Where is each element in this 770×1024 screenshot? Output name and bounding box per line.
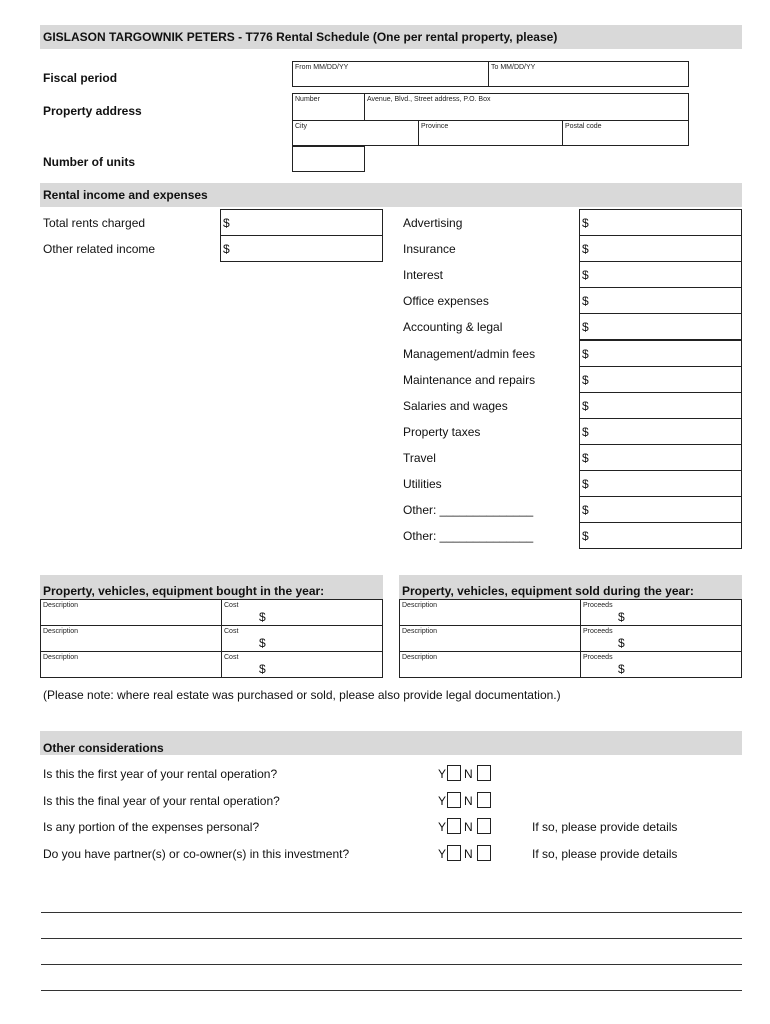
expense-amount-field[interactable] [579, 366, 742, 393]
expense-amount-field[interactable] [579, 261, 742, 288]
fiscal-period-field[interactable] [292, 61, 689, 87]
expense-amount-field[interactable] [579, 340, 742, 367]
expense-label: Insurance [403, 242, 456, 257]
currency-symbol: $ [582, 242, 589, 257]
expense-amount-field[interactable] [579, 209, 742, 236]
question-text: Is any portion of the expenses personal? [43, 820, 260, 834]
currency-symbol: $ [618, 610, 625, 624]
row-divider [221, 600, 222, 625]
expense-amount-field[interactable] [579, 418, 742, 445]
units-label: Number of units [43, 155, 135, 169]
yes-label: Y [438, 846, 447, 861]
question-text: Do you have partner(s) or co-owner(s) in this investment? [43, 846, 350, 861]
expense-amount-field[interactable] [579, 392, 742, 419]
description-hint: Description [43, 654, 79, 661]
expense-amount-field[interactable] [579, 470, 742, 497]
expense-label: Utilities [403, 477, 442, 491]
details-prompt: If so, please provide details [532, 820, 678, 834]
no-checkbox[interactable] [477, 845, 491, 861]
expense-amount-field[interactable] [579, 522, 742, 549]
details-prompt: If so, please provide details [532, 846, 678, 861]
sold-section-title: Property, vehicles, equipment sold during the year: [402, 584, 694, 598]
expense-label: Office expenses [403, 294, 489, 309]
number-hint: Number [295, 96, 320, 103]
yes-checkbox[interactable] [447, 818, 461, 834]
question-text: Is this the final year of your rental operation? [43, 793, 280, 808]
currency-symbol: $ [582, 503, 589, 518]
proceeds-hint: Proceeds [583, 628, 613, 635]
expense-label: Maintenance and repairs [403, 372, 536, 387]
no-checkbox[interactable] [477, 765, 491, 781]
cost-hint: Cost [224, 602, 239, 609]
postal-code-hint: Postal code [565, 123, 602, 130]
sold-row[interactable] [399, 651, 742, 678]
bought-band [40, 575, 383, 599]
street-hint: Avenue, Blvd., Street address, P.O. Box [367, 96, 491, 103]
proceeds-hint: Proceeds [583, 602, 613, 609]
form-title: GISLASON TARGOWNIK PETERS - T776 Rental Schedule (One per rental property, please) [43, 30, 558, 44]
expense-amount-field[interactable] [579, 496, 742, 523]
description-hint: Description [402, 628, 438, 635]
expense-label: Accounting & legal [403, 320, 503, 335]
from-date-hint: From MM/DD/YY [295, 64, 349, 71]
currency-symbol: $ [223, 216, 230, 230]
currency-symbol: $ [618, 636, 625, 650]
city-divider [418, 120, 419, 145]
expense-label: Advertising [403, 216, 463, 230]
income-label: Other related income [43, 242, 156, 256]
expense-label: Other: ______________ [403, 529, 534, 544]
yes-label: Y [438, 820, 447, 834]
currency-symbol: $ [582, 346, 589, 361]
bought-row[interactable] [40, 599, 383, 626]
currency-symbol: $ [618, 662, 625, 676]
yes-label: Y [438, 767, 447, 781]
no-label: N [464, 793, 473, 808]
title-band [40, 25, 742, 49]
income-section-title: Rental income and expenses [43, 188, 208, 202]
expense-label: Property taxes [403, 424, 481, 439]
bought-row[interactable] [40, 625, 383, 652]
expense-label: Management/admin fees [403, 346, 536, 361]
province-hint: Province [421, 123, 449, 130]
currency-symbol: $ [582, 294, 589, 309]
currency-symbol: $ [582, 268, 589, 283]
expense-label: Travel [403, 450, 436, 465]
province-divider [562, 120, 563, 145]
yes-label: Y [438, 793, 447, 808]
property-address-field[interactable] [292, 93, 689, 146]
row-divider [580, 626, 581, 651]
description-hint: Description [402, 654, 438, 661]
bought-section-title: Property, vehicles, equipment bought in the year: [43, 584, 325, 598]
writing-line[interactable] [41, 964, 742, 965]
row-divider [580, 652, 581, 677]
expense-label: Other: ______________ [403, 503, 534, 518]
expense-amount-field[interactable] [579, 287, 742, 314]
writing-line[interactable] [41, 938, 742, 939]
fiscal-divider [488, 62, 489, 86]
number-divider [364, 94, 365, 120]
currency-symbol: $ [582, 398, 589, 413]
expense-label: Salaries and wages [403, 398, 508, 413]
sold-band [399, 575, 742, 599]
currency-symbol: $ [582, 477, 589, 491]
question-text: Is this the first year of your rental operation? [43, 767, 278, 781]
income-amount-field[interactable] [220, 235, 383, 262]
no-checkbox[interactable] [477, 792, 491, 808]
sold-row[interactable] [399, 625, 742, 652]
currency-symbol: $ [582, 320, 589, 335]
no-label: N [464, 846, 473, 861]
yes-checkbox[interactable] [447, 845, 461, 861]
no-label: N [464, 767, 473, 781]
currency-symbol: $ [582, 450, 589, 465]
row-divider [221, 626, 222, 651]
no-label: N [464, 820, 473, 834]
writing-line[interactable] [41, 912, 742, 913]
description-hint: Description [43, 628, 79, 635]
city-hint: City [295, 123, 308, 130]
currency-symbol: $ [259, 662, 266, 676]
currency-symbol: $ [582, 424, 589, 439]
yes-checkbox[interactable] [447, 792, 461, 808]
row-divider [221, 652, 222, 677]
other-band [40, 731, 742, 755]
currency-symbol: $ [259, 610, 266, 624]
cost-hint: Cost [224, 628, 239, 635]
currency-symbol: $ [223, 242, 230, 256]
property-address-label: Property address [43, 104, 142, 118]
description-hint: Description [402, 602, 438, 609]
row-divider [580, 600, 581, 625]
income-label: Total rents charged [43, 216, 146, 230]
to-date-hint: To MM/DD/YY [491, 64, 536, 71]
income-band [40, 183, 742, 207]
documentation-note: (Please note: where real estate was purchased or sold, please also provide legal documentation.) [43, 688, 561, 702]
expense-amount-field[interactable] [579, 313, 742, 340]
bought-row[interactable] [40, 651, 383, 678]
yes-checkbox[interactable] [447, 765, 461, 781]
address-row-divider [293, 120, 688, 121]
currency-symbol: $ [582, 372, 589, 387]
other-section-title: Other considerations [43, 741, 164, 755]
proceeds-hint: Proceeds [583, 654, 613, 661]
currency-symbol: $ [582, 529, 589, 544]
expense-label: Interest [403, 268, 444, 283]
currency-symbol: $ [259, 636, 266, 650]
fiscal-period-label: Fiscal period [43, 71, 118, 85]
expense-amount-field[interactable] [579, 235, 742, 262]
currency-symbol: $ [582, 216, 589, 230]
expense-amount-field[interactable] [579, 444, 742, 471]
sold-row[interactable] [399, 599, 742, 626]
income-amount-field[interactable] [220, 209, 383, 236]
writing-line[interactable] [41, 990, 742, 991]
cost-hint: Cost [224, 654, 239, 661]
no-checkbox[interactable] [477, 818, 491, 834]
units-field[interactable] [292, 146, 365, 172]
description-hint: Description [43, 602, 79, 609]
